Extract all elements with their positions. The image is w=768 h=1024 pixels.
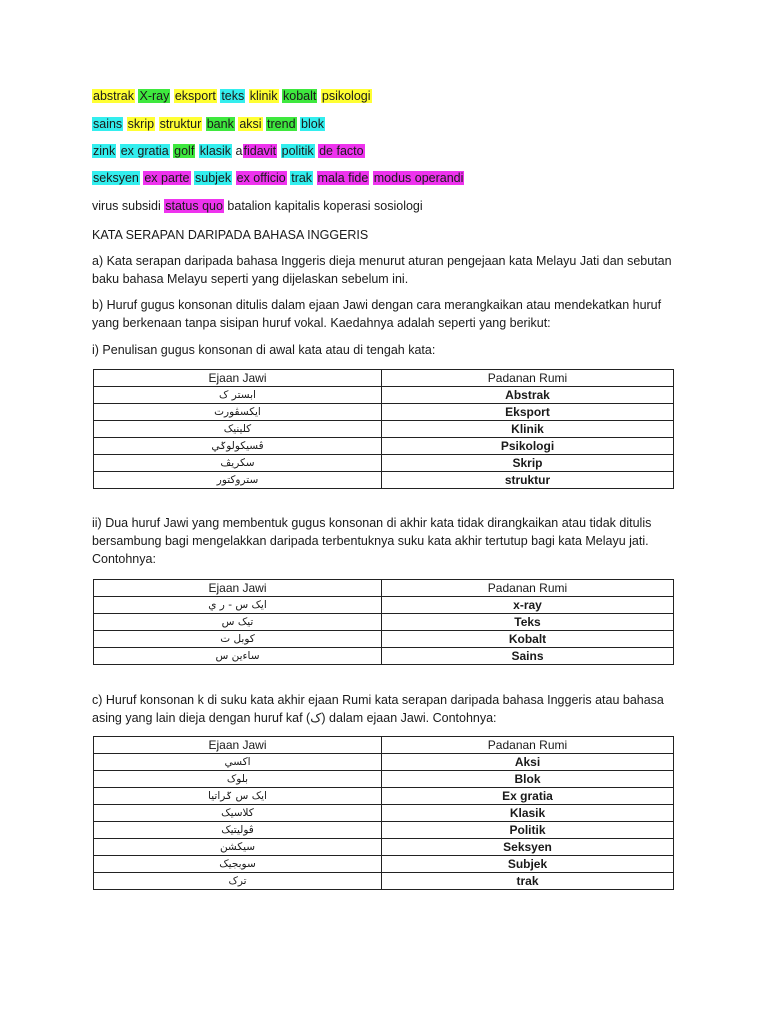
highlighted-word: ex gratia — [120, 144, 169, 158]
table-row — [94, 387, 674, 404]
rumi-cell: x-ray — [382, 597, 674, 614]
table-header-row — [94, 370, 674, 387]
rumi-cell: Kobalt — [382, 631, 674, 648]
highlighted-word: bank — [206, 117, 234, 131]
rumi-cell: Sains — [382, 648, 674, 665]
highlight-line — [92, 198, 423, 214]
table-row — [94, 421, 674, 438]
table-row — [94, 822, 674, 839]
table-row — [94, 455, 674, 472]
highlighted-word: zink — [93, 144, 116, 158]
header-rumi: Padanan Rumi — [382, 737, 674, 754]
jawi-cell: ايک س ݢراتيا — [94, 788, 382, 805]
jawi-cell: ستروكتور — [94, 472, 382, 489]
highlighted-word: seksyen — [93, 171, 139, 185]
highlight-line — [92, 170, 464, 186]
rumi-cell: Psikologi — [382, 438, 674, 455]
jawi-cell: اكسي — [94, 754, 382, 771]
jawi-cell: سوبجيک — [94, 856, 382, 873]
jawi-cell: ڤسيكولوݢي — [94, 438, 382, 455]
highlighted-word: modus operandi — [373, 171, 464, 185]
plain-text: a — [235, 144, 243, 158]
highlighted-word: skrip — [127, 117, 155, 131]
rumi-cell: Teks — [382, 614, 674, 631]
paragraph-ii: ii) Dua huruf Jawi yang membentuk gugus konsonan di akhir kata tidak dirangkaikan atau tidak ditulis bersambung bagi mengelakkan daripada terbentuknya suku kata akhir tertutup bagi kata Melayu jati. Contohnya: — [92, 516, 652, 566]
rumi-cell: trak — [382, 873, 674, 890]
table-row — [94, 805, 674, 822]
rumi-cell: Subjek — [382, 856, 674, 873]
highlight-line — [92, 116, 325, 132]
header-jawi: Ejaan Jawi — [94, 580, 382, 597]
highlighted-word: eksport — [174, 89, 216, 103]
rumi-cell: Abstrak — [382, 387, 674, 404]
highlighted-word: abstrak — [93, 89, 134, 103]
jawi-cell: ترک — [94, 873, 382, 890]
highlighted-word: blok — [301, 117, 324, 131]
table-row — [94, 873, 674, 890]
paragraph-b: b) Huruf gugus konsonan ditulis dalam ejaan Jawi dengan cara merangkaikan atau mendekatkan huruf yang berkenaan tanpa sisipan huruf vokal. Kaedahnya adalah seperti yang berikut: — [92, 298, 662, 330]
rumi-cell: Blok — [382, 771, 674, 788]
table-gugus-akhir — [93, 579, 674, 665]
table-header-row — [94, 580, 674, 597]
highlighted-word: trak — [291, 171, 313, 185]
header-rumi: Padanan Rumi — [382, 370, 674, 387]
jawi-cell: سكريڤ — [94, 455, 382, 472]
jawi-cell: ايكسڤورت — [94, 404, 382, 421]
rumi-cell: Eksport — [382, 404, 674, 421]
highlighted-word: klasik — [199, 144, 232, 158]
jawi-cell: كلينيک — [94, 421, 382, 438]
jawi-cell: كلاسيک — [94, 805, 382, 822]
section-heading: KATA SERAPAN DARIPADA BAHASA INGGERIS — [92, 228, 369, 242]
highlighted-word: teks — [221, 89, 245, 103]
jawi-cell: بلوک — [94, 771, 382, 788]
table-row — [94, 771, 674, 788]
table-row — [94, 648, 674, 665]
highlighted-word: kobalt — [283, 89, 317, 103]
table-row — [94, 472, 674, 489]
highlighted-word: ex parte — [144, 171, 190, 185]
jawi-cell: ڤوليتيک — [94, 822, 382, 839]
table-row — [94, 597, 674, 614]
highlighted-word: psikologi — [321, 89, 371, 103]
paragraph-a: a) Kata serapan daripada bahasa Inggeris dieja menurut aturan pengejaan kata Melayu Jati dan sebutan baku bahasa Melayu seperti yang dijelaskan sebelum ini. — [92, 254, 672, 286]
table-header-row — [94, 737, 674, 754]
table-row — [94, 631, 674, 648]
jawi-cell: ايک س - ر ي — [94, 597, 382, 614]
plain-text: batalion kapitalis koperasi sosiologi — [223, 199, 423, 213]
table-row — [94, 614, 674, 631]
highlight-line — [92, 88, 372, 104]
table-row — [94, 856, 674, 873]
paragraph-c: c) Huruf konsonan k di suku kata akhir ejaan Rumi kata serapan daripada bahasa Inggeris atau bahasa asing yang lain dieja dengan huruf kaf (ک) dalam ejaan Jawi. Contohnya: — [92, 693, 664, 725]
highlighted-word: sains — [93, 117, 123, 131]
highlighted-word: status quo — [165, 199, 223, 213]
rumi-cell: Politik — [382, 822, 674, 839]
jawi-cell: ساءين س — [94, 648, 382, 665]
highlighted-word: subjek — [195, 171, 232, 185]
highlighted-word: politik — [281, 144, 314, 158]
header-jawi: Ejaan Jawi — [94, 370, 382, 387]
highlighted-word: klinik — [249, 89, 278, 103]
table-gugus-awal — [93, 369, 674, 489]
rumi-cell: Seksyen — [382, 839, 674, 856]
rumi-cell: Skrip — [382, 455, 674, 472]
rumi-cell: struktur — [382, 472, 674, 489]
highlighted-word: fidavit — [243, 144, 277, 158]
table-row — [94, 404, 674, 421]
highlighted-word: golf — [174, 144, 195, 158]
highlighted-word: trend — [267, 117, 296, 131]
table-row — [94, 438, 674, 455]
paragraph-i: i) Penulisan gugus konsonan di awal kata atau di tengah kata: — [92, 343, 436, 357]
jawi-cell: سيكشن — [94, 839, 382, 856]
rumi-cell: Klasik — [382, 805, 674, 822]
table-row — [94, 839, 674, 856]
highlight-line — [92, 143, 365, 159]
jawi-cell: ابستر ک — [94, 387, 382, 404]
highlighted-word: de facto — [319, 144, 364, 158]
rumi-cell: Aksi — [382, 754, 674, 771]
highlighted-word: aksi — [239, 117, 262, 131]
rumi-cell: Ex gratia — [382, 788, 674, 805]
table-kaf — [93, 736, 674, 890]
highlighted-word: ex officio — [236, 171, 286, 185]
jawi-cell: كوبل ت — [94, 631, 382, 648]
highlighted-word: X-ray — [139, 89, 170, 103]
header-rumi: Padanan Rumi — [382, 580, 674, 597]
rumi-cell: Klinik — [382, 421, 674, 438]
header-jawi: Ejaan Jawi — [94, 737, 382, 754]
table-row — [94, 788, 674, 805]
plain-text: virus subsidi — [92, 199, 165, 213]
table-row — [94, 754, 674, 771]
highlighted-word: struktur — [159, 117, 202, 131]
jawi-cell: تيک س — [94, 614, 382, 631]
highlighted-word: mala fide — [317, 171, 369, 185]
